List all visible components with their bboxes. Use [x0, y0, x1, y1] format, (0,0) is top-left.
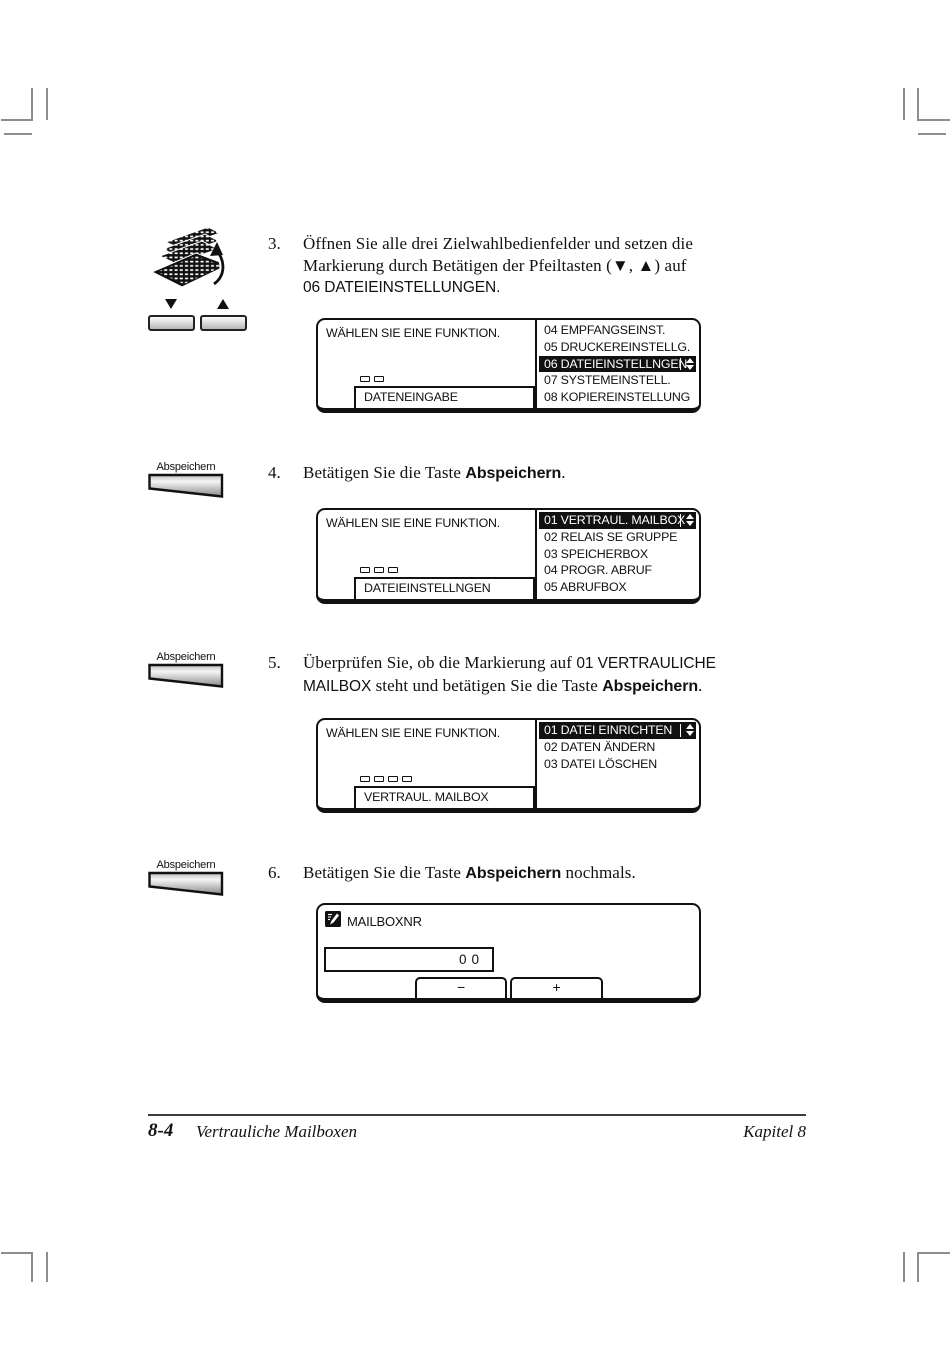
- abspeichern-key-label: Abspeichern: [156, 461, 216, 473]
- crop-mark: [903, 1252, 905, 1282]
- lcd-display-function-menu-3: [316, 718, 701, 813]
- footer-rule: [148, 1114, 806, 1116]
- abspeichern-key: [148, 871, 224, 902]
- step-5-text: Überprüfen Sie, ob die Markierung auf 01 VERTRAULICHE MAILBOX steht und betätigen Sie die Taste Abspeichern.: [303, 653, 716, 695]
- abspeichern-key-label: Abspeichern: [156, 859, 216, 871]
- level-square: [360, 567, 370, 573]
- menu-item: 04 EMPFANGSEINST.: [544, 323, 666, 337]
- lcd-divider: [535, 720, 537, 808]
- lcd-prompt: WÄHLEN SIE EINE FUNKTION.: [326, 726, 500, 740]
- menu-item: 08 KOPIEREINSTELLUNG: [544, 390, 691, 405]
- menu-item: 03 SPEICHERBOX: [544, 546, 648, 561]
- lcd-tab: DATEIEINSTELLNGEN: [354, 577, 535, 599]
- one-touch-panels-flip-icon: [148, 226, 232, 295]
- step-5-key-ref: Abspeichern: [602, 677, 699, 695]
- menu-item-selected: 01 DATEI EINRICHTEN: [539, 722, 696, 739]
- step-number: 3.: [268, 234, 281, 253]
- level-square: [402, 776, 412, 782]
- arrow-up-icon: [217, 299, 229, 309]
- abspeichern-key: [148, 663, 224, 694]
- crop-mark: [4, 133, 32, 135]
- step-3-line-2: Markierung durch Betätigen der Pfeiltasten (▼, ▲) auf: [303, 255, 687, 275]
- level-square: [360, 776, 370, 782]
- menu-item-selected: 06 DATEIEINSTELLNGEN: [539, 356, 696, 373]
- step-number: 5.: [268, 653, 281, 672]
- arrow-down-icon: [165, 299, 177, 309]
- lcd-menu: [539, 722, 697, 772]
- decrement-button: −: [415, 977, 507, 998]
- menu-item: 07 SYSTEMEINSTELL.: [544, 373, 671, 388]
- footer-page-number: 8-4: [148, 1120, 174, 1141]
- lcd-prompt: WÄHLEN SIE EINE FUNKTION.: [326, 516, 500, 530]
- lcd-display-function-menu-1: [316, 318, 701, 413]
- lcd-menu: [539, 512, 697, 596]
- lcd-title: MAILBOXNR: [347, 914, 422, 929]
- menu-level-indicator: [360, 776, 412, 782]
- menu-level-indicator: [360, 567, 398, 573]
- footer-section-title: Vertrauliche Mailboxen: [196, 1122, 357, 1141]
- lcd-tab: VERTRAUL. MAILBOX: [354, 786, 535, 808]
- data-entry-icon: [325, 911, 341, 932]
- menu-item-selected: 01 VERTRAUL. MAILBOX: [539, 512, 696, 529]
- crop-mark: [31, 1252, 33, 1282]
- step-number: 4.: [268, 463, 281, 482]
- arrow-up-key: [200, 315, 247, 331]
- arrow-down-key: [148, 315, 195, 331]
- crop-mark: [46, 1252, 48, 1282]
- abspeichern-key: [148, 473, 224, 504]
- lcd-display-function-menu-2: [316, 508, 701, 604]
- step-5-menu-ref: 01 VERTRAULICHE: [576, 655, 716, 672]
- menu-item: 04 PROGR. ABRUF: [544, 563, 652, 578]
- crop-mark: [917, 88, 919, 121]
- crop-mark: [31, 88, 33, 121]
- step-3-text: [303, 233, 755, 299]
- menu-item: 03 DATEI LÖSCHEN: [544, 756, 657, 771]
- up-down-arrows-icon: [680, 724, 694, 737]
- step-5-menu-ref: MAILBOX: [303, 677, 372, 695]
- mailbox-number-field: 00: [324, 947, 494, 972]
- level-square: [360, 376, 370, 382]
- crop-mark: [903, 88, 905, 120]
- crop-mark: [1, 119, 33, 121]
- lcd-divider: [535, 320, 537, 408]
- abspeichern-key-label: Abspeichern: [156, 651, 216, 663]
- level-square: [374, 776, 384, 782]
- lcd-tab: DATENEINGABE: [354, 386, 535, 408]
- lcd-prompt: WÄHLEN SIE EINE FUNKTION.: [326, 326, 500, 340]
- step-6-text: Betätigen Sie die Taste Abspeichern nochmals.: [303, 863, 636, 882]
- step-number: 6.: [268, 863, 281, 882]
- lcd-divider: [535, 510, 537, 599]
- footer-chapter: Kapitel 8: [743, 1122, 806, 1141]
- menu-item: 05 DRUCKEREINSTELLG.: [544, 339, 691, 354]
- menu-item: 02 RELAIS SE GRUPPE: [544, 529, 678, 544]
- lcd-menu: [539, 322, 697, 406]
- up-down-arrows-icon: [680, 358, 694, 371]
- level-square: [388, 776, 398, 782]
- up-down-arrows-icon: [680, 514, 694, 527]
- step-4-text: Betätigen Sie die Taste Abspeichern.: [303, 463, 566, 482]
- crop-mark: [917, 1252, 919, 1282]
- menu-item: 05 ABRUFBOX: [544, 580, 627, 595]
- step-3-line-1: Öffnen Sie alle drei Zielwahlbedienfelder und setzen die: [303, 234, 693, 253]
- level-square: [374, 376, 384, 382]
- crop-mark: [46, 88, 48, 120]
- step-4-key-ref: Abspeichern: [465, 465, 562, 482]
- crop-mark: [917, 1252, 950, 1254]
- level-square: [388, 567, 398, 573]
- lcd-display-mailbox-number: [316, 903, 701, 1003]
- step-3-menu-ref: 06 DATEIEINSTELLUNGEN.: [303, 279, 501, 296]
- step-6-key-ref: Abspeichern: [465, 865, 562, 882]
- crop-mark: [918, 133, 946, 135]
- crop-mark: [1, 1252, 33, 1254]
- increment-button: +: [510, 977, 603, 998]
- crop-mark: [917, 119, 950, 121]
- menu-level-indicator: [360, 376, 384, 382]
- level-square: [374, 567, 384, 573]
- menu-item: 02 DATEN ÄNDERN: [544, 739, 656, 754]
